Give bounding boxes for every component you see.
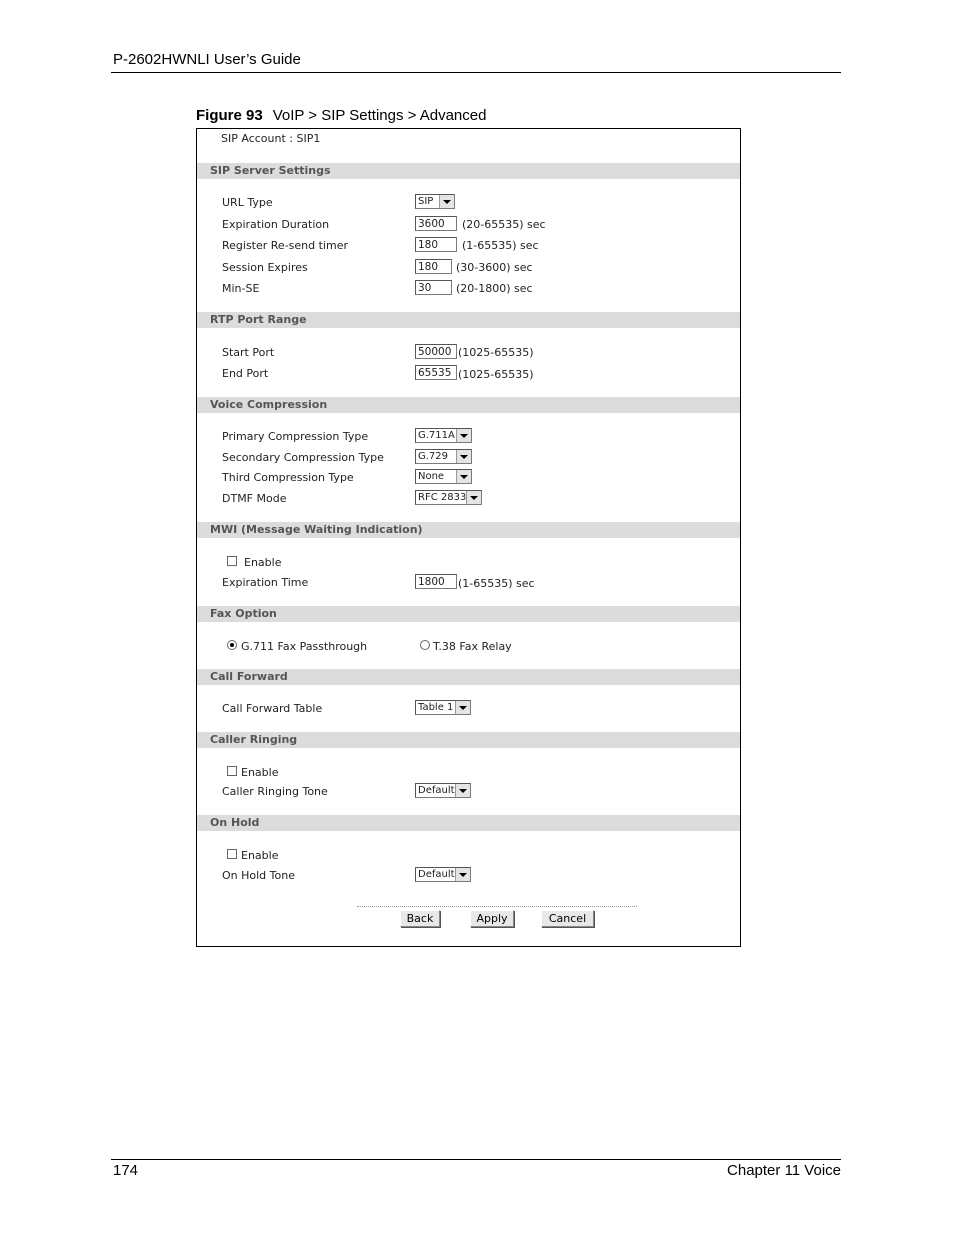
expiration-duration-label: Expiration Duration	[222, 218, 330, 231]
figure-text: VoIP > SIP Settings > Advanced	[272, 107, 487, 124]
section-caller-ringing: Caller Ringing	[197, 732, 740, 748]
header-rule	[111, 72, 841, 73]
fax-g711-radio[interactable]	[227, 640, 237, 650]
start-port-hint: (1025-65535)	[458, 346, 534, 359]
caller-ringing-enable-checkbox[interactable]	[227, 766, 237, 776]
chevron-down-icon	[455, 868, 470, 881]
chapter-title: Chapter 11 Voice	[727, 1162, 841, 1179]
end-port-input[interactable]: 65535	[415, 365, 457, 380]
start-port-input[interactable]: 50000	[415, 344, 457, 359]
mwi-expiration-input[interactable]: 1800	[415, 574, 457, 589]
sip-account-label: SIP Account : SIP1	[221, 132, 321, 145]
chevron-down-icon	[455, 701, 470, 714]
apply-button[interactable]: Apply	[470, 910, 514, 927]
mwi-enable-label: Enable	[244, 556, 282, 569]
third-compression-select[interactable]	[415, 469, 472, 484]
third-compression-label: Third Compression Type	[222, 471, 354, 484]
section-sip-server: SIP Server Settings	[197, 163, 740, 179]
register-resend-hint: (1-65535) sec	[462, 239, 539, 252]
mwi-expiration-hint: (1-65535) sec	[458, 577, 535, 590]
chevron-down-icon	[466, 491, 481, 504]
cancel-button[interactable]: Cancel	[541, 910, 594, 927]
expiration-duration-hint: (20-65535) sec	[462, 218, 546, 231]
primary-compression-select[interactable]	[415, 428, 472, 443]
call-forward-table-label: Call Forward Table	[222, 702, 323, 715]
document-header: P-2602HWNLI User’s Guide	[113, 51, 301, 68]
fax-t38-radio[interactable]	[420, 640, 430, 650]
caller-ringing-tone-value: Default	[418, 785, 455, 796]
fax-g711-label: G.711 Fax Passthrough	[241, 640, 368, 653]
figure-label: Figure 93	[196, 107, 263, 124]
secondary-compression-value: G.729	[418, 451, 449, 462]
third-compression-value: None	[418, 471, 445, 482]
on-hold-tone-select[interactable]	[415, 867, 471, 882]
url-type-select[interactable]	[415, 194, 455, 209]
on-hold-tone-label: On Hold Tone	[222, 869, 295, 882]
register-resend-input[interactable]: 180	[415, 237, 457, 252]
caller-ringing-enable-label: Enable	[241, 766, 279, 779]
chevron-down-icon	[456, 450, 471, 463]
chevron-down-icon	[456, 470, 471, 483]
min-se-input[interactable]: 30	[415, 280, 452, 295]
section-voice-compression: Voice Compression	[197, 397, 740, 413]
section-on-hold: On Hold	[197, 815, 740, 831]
session-expires-input[interactable]: 180	[415, 259, 452, 274]
secondary-compression-label: Secondary Compression Type	[222, 451, 384, 464]
section-rtp-port-range: RTP Port Range	[197, 312, 740, 328]
caller-ringing-tone-select[interactable]	[415, 783, 471, 798]
primary-compression-label: Primary Compression Type	[222, 430, 369, 443]
primary-compression-value: G.711A	[418, 430, 455, 441]
secondary-compression-select[interactable]	[415, 449, 472, 464]
dtmf-mode-select[interactable]	[415, 490, 482, 505]
end-port-label: End Port	[222, 367, 269, 380]
on-hold-enable-checkbox[interactable]	[227, 849, 237, 859]
session-expires-hint: (30-3600) sec	[456, 261, 533, 274]
expiration-duration-input[interactable]: 3600	[415, 216, 457, 231]
mwi-enable-checkbox[interactable]	[227, 556, 237, 566]
button-divider	[357, 906, 637, 907]
url-type-label: URL Type	[222, 196, 273, 209]
call-forward-table-select[interactable]	[415, 700, 471, 715]
radio-selected-dot	[230, 643, 234, 647]
fax-t38-label: T.38 Fax Relay	[433, 640, 512, 653]
on-hold-enable-label: Enable	[241, 849, 279, 862]
call-forward-table-value: Table 1	[418, 702, 454, 713]
on-hold-tone-value: Default	[418, 869, 455, 880]
chevron-down-icon	[439, 195, 454, 208]
url-type-value: SIP	[418, 196, 434, 207]
section-call-forward: Call Forward	[197, 669, 740, 685]
figure-caption	[196, 107, 486, 124]
min-se-hint: (20-1800) sec	[456, 282, 533, 295]
page-number: 174	[113, 1162, 139, 1179]
session-expires-label: Session Expires	[222, 261, 308, 274]
mwi-expiration-label: Expiration Time	[222, 576, 309, 589]
chevron-down-icon	[456, 429, 471, 442]
min-se-label: Min-SE	[222, 282, 260, 295]
caller-ringing-tone-label: Caller Ringing Tone	[222, 785, 328, 798]
footer-rule	[111, 1159, 841, 1160]
dtmf-mode-label: DTMF Mode	[222, 492, 287, 505]
section-mwi: MWI (Message Waiting Indication)	[197, 522, 740, 538]
end-port-hint: (1025-65535)	[458, 368, 534, 381]
register-resend-label: Register Re-send timer	[222, 239, 348, 252]
screenshot-frame	[196, 128, 741, 947]
start-port-label: Start Port	[222, 346, 275, 359]
chevron-down-icon	[455, 784, 470, 797]
back-button[interactable]: Back	[400, 910, 440, 927]
section-fax-option: Fax Option	[197, 606, 740, 622]
dtmf-mode-value: RFC 2833	[418, 492, 467, 503]
